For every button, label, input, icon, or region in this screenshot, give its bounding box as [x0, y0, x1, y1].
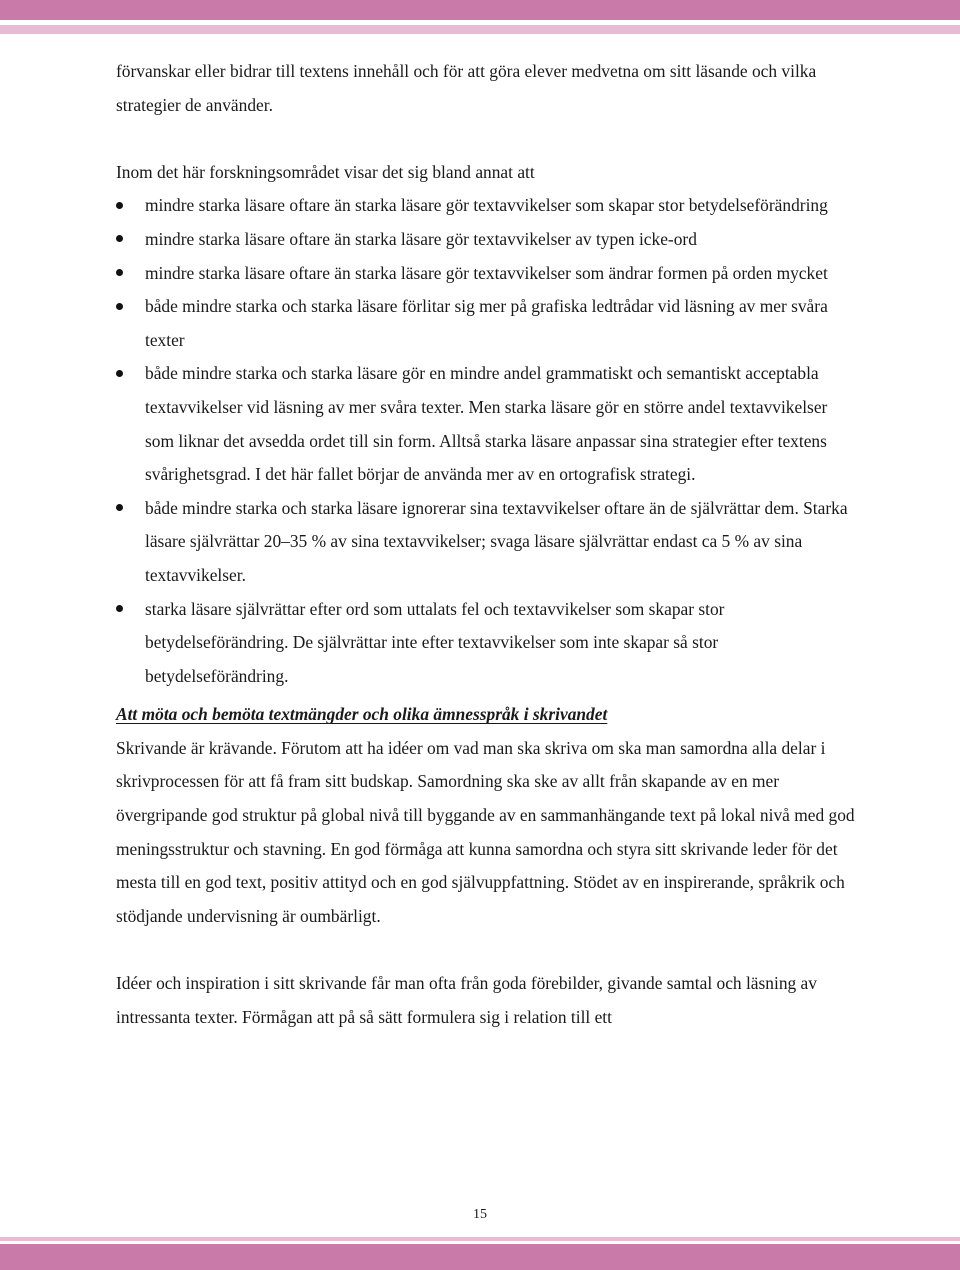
- lead-in-text: Inom det här forskningsområdet visar det sig bland annat att: [116, 161, 535, 182]
- intro-paragraph: förvanskar eller bidrar till textens innehåll och för att göra elever medvetna om sitt läsande och vilka strategier de använder.: [116, 61, 817, 115]
- list-item: både mindre starka och starka läsare förlitar sig mer på grafiska ledtrådar vid läsning av mer svåra texter: [116, 290, 856, 357]
- list-item: starka läsare självrättar efter ord som uttalats fel och textavvikelser som skapar stor betydelseförändring. De självrättar inte efter textavvikelser som inte skapar så stor betydelseförändring.: [116, 593, 856, 694]
- paragraph-gap: [116, 122, 856, 156]
- section-paragraph: Skrivande är krävande. Förutom att ha idéer om vad man ska skriva om ska man samordna alla delar i skrivprocessen för att få fram sitt budskap. Samordning ska ske av allt från skapande av en mer övergripande god struktur på global nivå till byggande av en sammanhängande text på lokal nivå med god meningsstruktur och stavning. En god förmåga att kunna samordna och styra sitt skrivande leder för det mesta till en god text, positiv attityd och en god självuppfattning. Stödet av en inspirerande, språkrik och stödjande undervisning är oumbärligt.: [116, 737, 855, 926]
- paragraph-gap: [116, 933, 856, 967]
- closing-paragraph: Idéer och inspiration i sitt skrivande får man ofta från goda förebilder, givande samtal och läsning av intressanta texter. Förmågan att på så sätt formulera sig i relation till ett: [116, 973, 817, 1027]
- list-item: mindre starka läsare oftare än starka läsare gör textavvikelser som skapar stor betydelseförändring: [116, 189, 856, 223]
- page-number: 15: [473, 1207, 487, 1222]
- header-band: [0, 0, 960, 20]
- list-item: både mindre starka och starka läsare gör en mindre andel grammatiskt och semantiskt acceptabla textavvikelser vid läsning av mer svåra texter. Men starka läsare gör en större andel textavvikelser som liknar det avsedda ordet till sin form. Alltså starka läsare anpassar sina strategier efter textens svårighetsgrad. I det här fallet börjar de använda mer av en ortografisk strategi.: [116, 357, 856, 491]
- footer-band-accent: [0, 1237, 960, 1241]
- findings-list: [116, 189, 856, 693]
- list-item: både mindre starka och starka läsare ignorerar sina textavvikelser oftare än de självrättar dem. Starka läsare självrättar 20–35 % av sina textavvikelser; svaga läsare självrättar endast ca 5 % av sina textavvikelser.: [116, 492, 856, 593]
- footer-band: [0, 1244, 960, 1270]
- page-content: [116, 55, 856, 1034]
- header-band-accent: [0, 25, 960, 34]
- section-heading: Att möta och bemöta textmängder och olika ämnesspråk i skrivandet: [116, 704, 608, 725]
- list-item: mindre starka läsare oftare än starka läsare gör textavvikelser som ändrar formen på orden mycket: [116, 257, 856, 291]
- list-item: mindre starka läsare oftare än starka läsare gör textavvikelser av typen icke-ord: [116, 223, 856, 257]
